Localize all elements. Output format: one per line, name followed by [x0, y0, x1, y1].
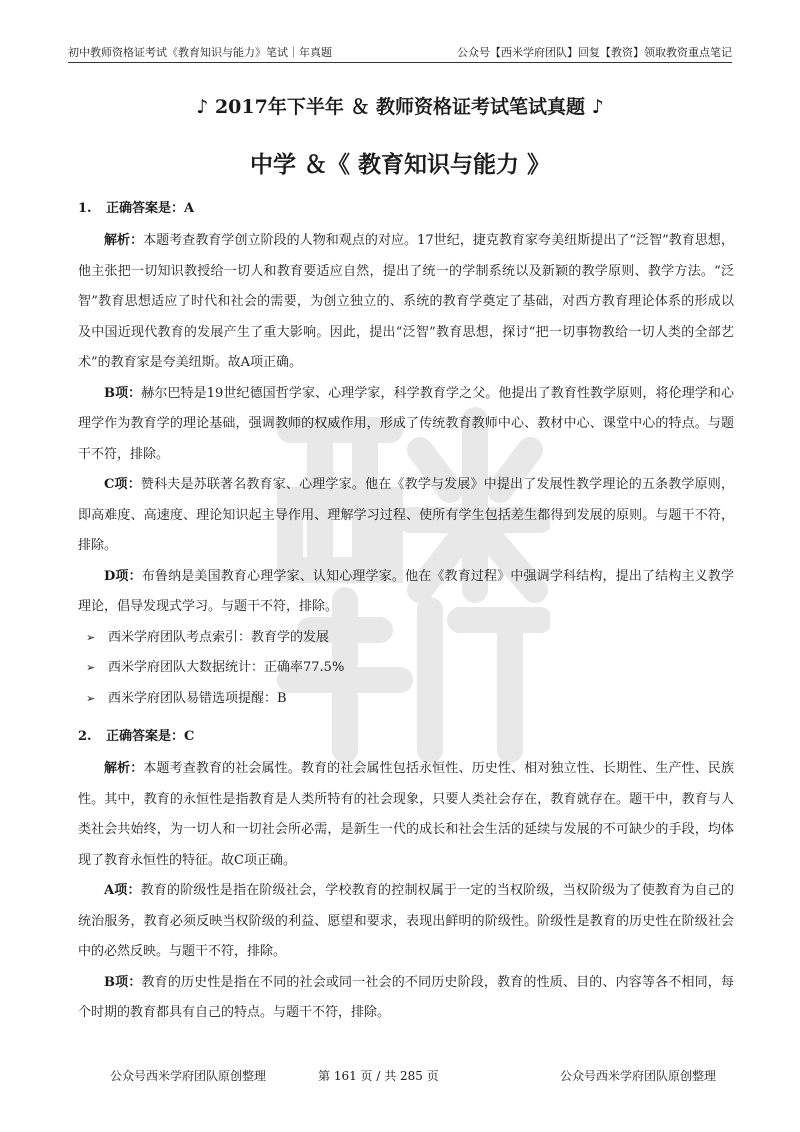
q1-option-c [78, 470, 734, 562]
page-number: 第 161 页 / 共 285 页 [318, 1069, 439, 1083]
option-text: 教育的历史性是指在不同的社会或同一社会的不同历史阶段，教育的性质、目的、内容等各不相同，每个时期的教育都具有自己的特点。与题干不符，排除。 [78, 974, 734, 1020]
list-item: ➢ 西米学府团队易错选项提醒：B [78, 684, 734, 715]
arrow-bullet-icon: ➢ [86, 691, 96, 705]
header-right: 公众号【西米学府团队】回复【教资】领取教资重点笔记 [457, 46, 732, 59]
page-footer [0, 1067, 800, 1087]
q1-notes [78, 623, 734, 715]
option-label: D项： [104, 568, 142, 584]
option-text: 赫尔巴特是19世纪德国哲学家、心理学家，科学教育学之父。他提出了教育性教学原则，将伦理学和心理学作为教育学的理论基础，强调教师的权威作用，形成了传统教育教师中心、教材中心、课堂中心的特点。与题干不符，排除。 [78, 385, 734, 462]
option-label: B项： [104, 974, 142, 990]
analysis-label: 解析： [104, 761, 144, 776]
list-item: ➢ 西米学府团队大数据统计：正确率77.5% [78, 653, 734, 684]
footer-right: 公众号西米学府团队原创整理 [560, 1069, 717, 1083]
analysis-label: 解析： [104, 233, 144, 248]
page-subtitle: 中学 ＆《 教育知识与能力 》 [249, 151, 551, 178]
page-title: ♪ 2017年下半年 ＆ 教师资格证考试笔试真题 ♪ [196, 96, 604, 118]
page-header [68, 44, 732, 63]
question-number: 1. [78, 201, 92, 216]
list-item: ➢ 西米学府团队考点索引：教育学的发展 [78, 623, 734, 654]
option-text: 赞科夫是苏联著名教育家、心理学家。他在《教学与发展》中提出了发展性教学理论的五条教学原则，即高难度、高速度、理论知识起主导作用、理解学习过程、使所有学生包括差生都得到发展的原则。与题干不符，排除。 [78, 477, 734, 553]
q1-option-b [78, 379, 734, 471]
footer-left: 公众号西米学府团队原创整理 [110, 1069, 267, 1083]
q1-analysis [78, 226, 734, 379]
header-left: 初中教师资格证考试《教育知识与能力》笔试｜年真题 [68, 46, 332, 59]
question-2-heading [78, 726, 734, 748]
answer-label: 正确答案是：A [106, 201, 195, 216]
analysis-text: 本题考查教育学创立阶段的人物和观点的对应。17世纪，捷克教育家夸美纽斯提出了“泛智”教育思想，他主张把一切知识教授给一切人和教育要适应自然，提出了统一的学制系统以及新颖的教学原则、教学方法。“泛智”教育思想适应了时代和社会的需要，为创立独立的、系统的教育学奠定了基础，对西方教育理论体系的形成以及中国近现代教育的发展产生了重大影响。因此，提出“泛智”教育思想，探讨“把一切事物教给一切人类的全部艺术”的教育家是夸美纽斯。故A项正确。 [78, 233, 734, 370]
arrow-bullet-icon: ➢ [86, 661, 96, 674]
option-label: B项： [104, 385, 142, 401]
arrow-bullet-icon: ➢ [86, 630, 96, 644]
q1-option-d [78, 562, 734, 623]
q2-option-a [78, 876, 734, 968]
q2-option-b [78, 968, 734, 1029]
question-1-heading [78, 198, 734, 220]
option-text: 布鲁纳是美国教育心理学家、认知心理学家。他在《教育过程》中强调学科结构，提出了结构主义教学理论，倡导发现式学习。与题干不符，排除。 [78, 568, 734, 614]
option-label: C项： [104, 477, 141, 492]
option-text: 教育的阶级性是指在阶级社会，学校教育的控制权属于一定的当权阶级，当权阶级为了使教育为自己的统治服务，教育必须反映当权阶级的利益、愿望和要求，表现出鲜明的阶级性。阶级性是教育的历史性在阶级社会中的必然反映。与题干不符，排除。 [78, 883, 734, 959]
analysis-text: 本题考查教育的社会属性。教育的社会属性包括永恒性、历史性、相对独立性、长期性、生产性、民族性。其中，教育的永恒性是指教育是人类所特有的社会现象，只要人类社会存在，教育就存在。题干中，教育与人类社会共始终，为一切人和一切社会所必需，是新生一代的成长和社会生活的延续与发展的不可缺少的手段，均体现了教育永恒性的特征。故C项正确。 [78, 761, 734, 868]
question-number: 2. [78, 729, 92, 744]
q2-analysis [78, 754, 734, 876]
content [78, 198, 734, 1029]
option-label: A项： [104, 883, 141, 898]
answer-label: 正确答案是：C [106, 729, 195, 744]
